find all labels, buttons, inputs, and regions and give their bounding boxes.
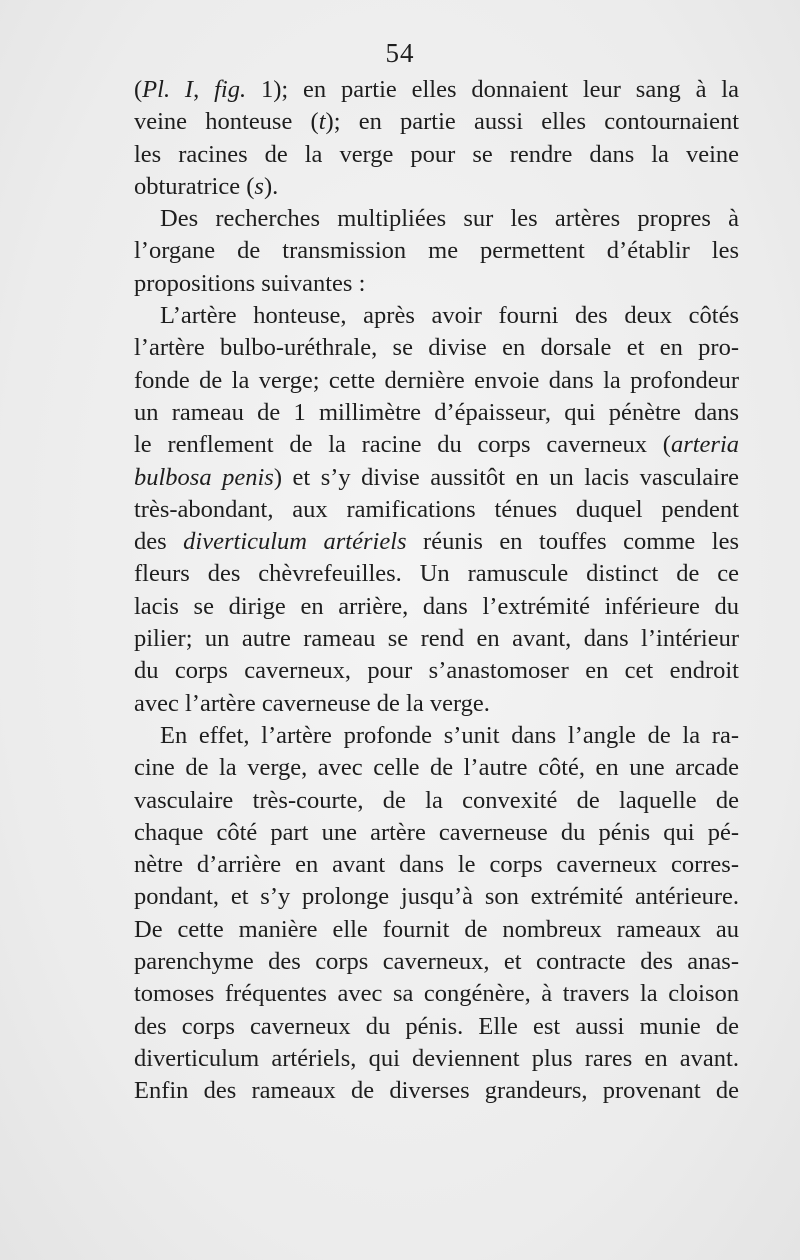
text-line bbox=[134, 752, 739, 784]
text-run: ) et s’y divise aussitôt en un lacis vasculaire bbox=[273, 463, 739, 491]
text-line bbox=[134, 1011, 739, 1043]
text-run: nètre d’arrière en avant dans le corps caverneux corres- bbox=[134, 851, 739, 879]
text-line bbox=[134, 623, 739, 655]
text-run: ). bbox=[263, 172, 279, 200]
text-run: L’artère honteuse, après avoir fourni des deux côtés bbox=[160, 302, 739, 330]
page-number: 54 bbox=[385, 38, 415, 68]
text-run: avec l’artère caverneuse de la verge. bbox=[134, 689, 490, 717]
text-run: chaque côté part une artère caverneuse du pénis qui pé- bbox=[134, 818, 739, 846]
text-run: le renflement de la racine du corps caverneux ( bbox=[134, 431, 671, 459]
text-line bbox=[134, 397, 739, 429]
text-line bbox=[134, 1075, 739, 1107]
text-run: l’artère bulbo-uréthrale, se divise en dorsale et en pro- bbox=[134, 334, 739, 362]
text-line bbox=[134, 268, 739, 300]
text-line bbox=[134, 591, 739, 623]
text-line bbox=[134, 494, 739, 526]
text-line bbox=[134, 332, 739, 364]
text-line bbox=[134, 849, 739, 881]
text-line bbox=[134, 365, 739, 397]
italic-text: bulbosa penis bbox=[134, 463, 274, 491]
text-run: des corps caverneux du pénis. Elle est aussi munie de bbox=[134, 1012, 739, 1040]
text-run: ( bbox=[134, 76, 143, 103]
text-line bbox=[134, 462, 739, 494]
text-run: des bbox=[134, 528, 184, 556]
text-line bbox=[134, 106, 739, 138]
text-line bbox=[134, 203, 739, 235]
text-run: tomoses fréquentes avec sa congénère, à travers la cloison bbox=[134, 980, 739, 1008]
text-run: fonde de la verge; cette dernière envoie dans la profondeur bbox=[134, 366, 739, 394]
text-run: ); en partie aussi elles contournaient bbox=[325, 108, 739, 136]
text-run: les racines de la verge pour se rendre dans la veine bbox=[134, 140, 739, 168]
text-run: très-abondant, aux ramifications ténues duquel pendent bbox=[134, 495, 739, 523]
text-line bbox=[134, 720, 739, 752]
text-run: pondant, et s’y prolonge jusqu’à son extrémité antérieure. bbox=[134, 883, 739, 911]
text-run: fleurs des chèvrefeuilles. Un ramuscule distinct de ce bbox=[134, 560, 739, 588]
text-line bbox=[134, 235, 739, 267]
text-line bbox=[134, 817, 739, 849]
text-line bbox=[134, 655, 739, 687]
text-run: Des recherches multipliées sur les artères propres à bbox=[160, 205, 739, 233]
text-line bbox=[134, 74, 739, 106]
italic-text: Pl. I bbox=[142, 76, 194, 103]
text-line bbox=[134, 785, 739, 817]
text-line bbox=[134, 429, 739, 461]
italic-text: s bbox=[254, 172, 264, 200]
text-line bbox=[134, 688, 739, 720]
text-line bbox=[134, 1043, 739, 1075]
text-line bbox=[134, 171, 739, 203]
italic-text: t bbox=[318, 108, 326, 136]
text-line bbox=[134, 946, 739, 978]
text-run: , bbox=[193, 76, 215, 103]
text-run: diverticulum artériels, qui deviennent plus rares en avant. bbox=[134, 1044, 739, 1072]
text-line bbox=[134, 300, 739, 332]
text-run: vasculaire très-courte, de la convexité de laquelle de bbox=[134, 786, 739, 814]
text-run: propositions suivantes : bbox=[134, 269, 366, 297]
text-run: parenchyme des corps caverneux, et contracte des anas- bbox=[134, 948, 739, 976]
text-run: un rameau de 1 millimètre d’épaisseur, qui pénètre dans bbox=[134, 398, 739, 426]
text-run: lacis se dirige en arrière, dans l’extrémité inférieure du bbox=[134, 592, 739, 620]
text-run: pilier; un autre rameau se rend en avant, dans l’intérieur bbox=[134, 625, 739, 653]
italic-text: arteria bbox=[670, 431, 739, 459]
text-run: du corps caverneux, pour s’anastomoser en cet endroit bbox=[134, 657, 739, 685]
italic-text: fig. bbox=[214, 76, 247, 103]
text-run: l’organe de transmission me permettent d’établir les bbox=[134, 237, 739, 265]
text-line bbox=[134, 139, 739, 171]
text-run: veine honteuse ( bbox=[134, 108, 319, 136]
text-line bbox=[134, 978, 739, 1010]
text-line bbox=[134, 881, 739, 913]
text-run: réunis en touffes comme les bbox=[406, 528, 739, 556]
text-line bbox=[134, 526, 739, 558]
text-run: Enfin des rameaux de diverses grandeurs, provenant de bbox=[134, 1077, 739, 1105]
text-run: obturatrice ( bbox=[134, 172, 255, 200]
italic-text: diverticulum artériels bbox=[183, 528, 407, 556]
text-run: De cette manière elle fournit de nombreux rameaux au bbox=[134, 915, 739, 943]
text-line bbox=[134, 558, 739, 590]
text-line bbox=[134, 914, 739, 946]
text-run: 1); en partie elles donnaient leur sang à la bbox=[246, 76, 739, 103]
text-run: cine de la verge, avec celle de l’autre côté, en une arcade bbox=[134, 754, 739, 782]
body-text bbox=[134, 74, 739, 1108]
text-run: En effet, l’artère profonde s’unit dans l’angle de la ra- bbox=[160, 721, 739, 749]
